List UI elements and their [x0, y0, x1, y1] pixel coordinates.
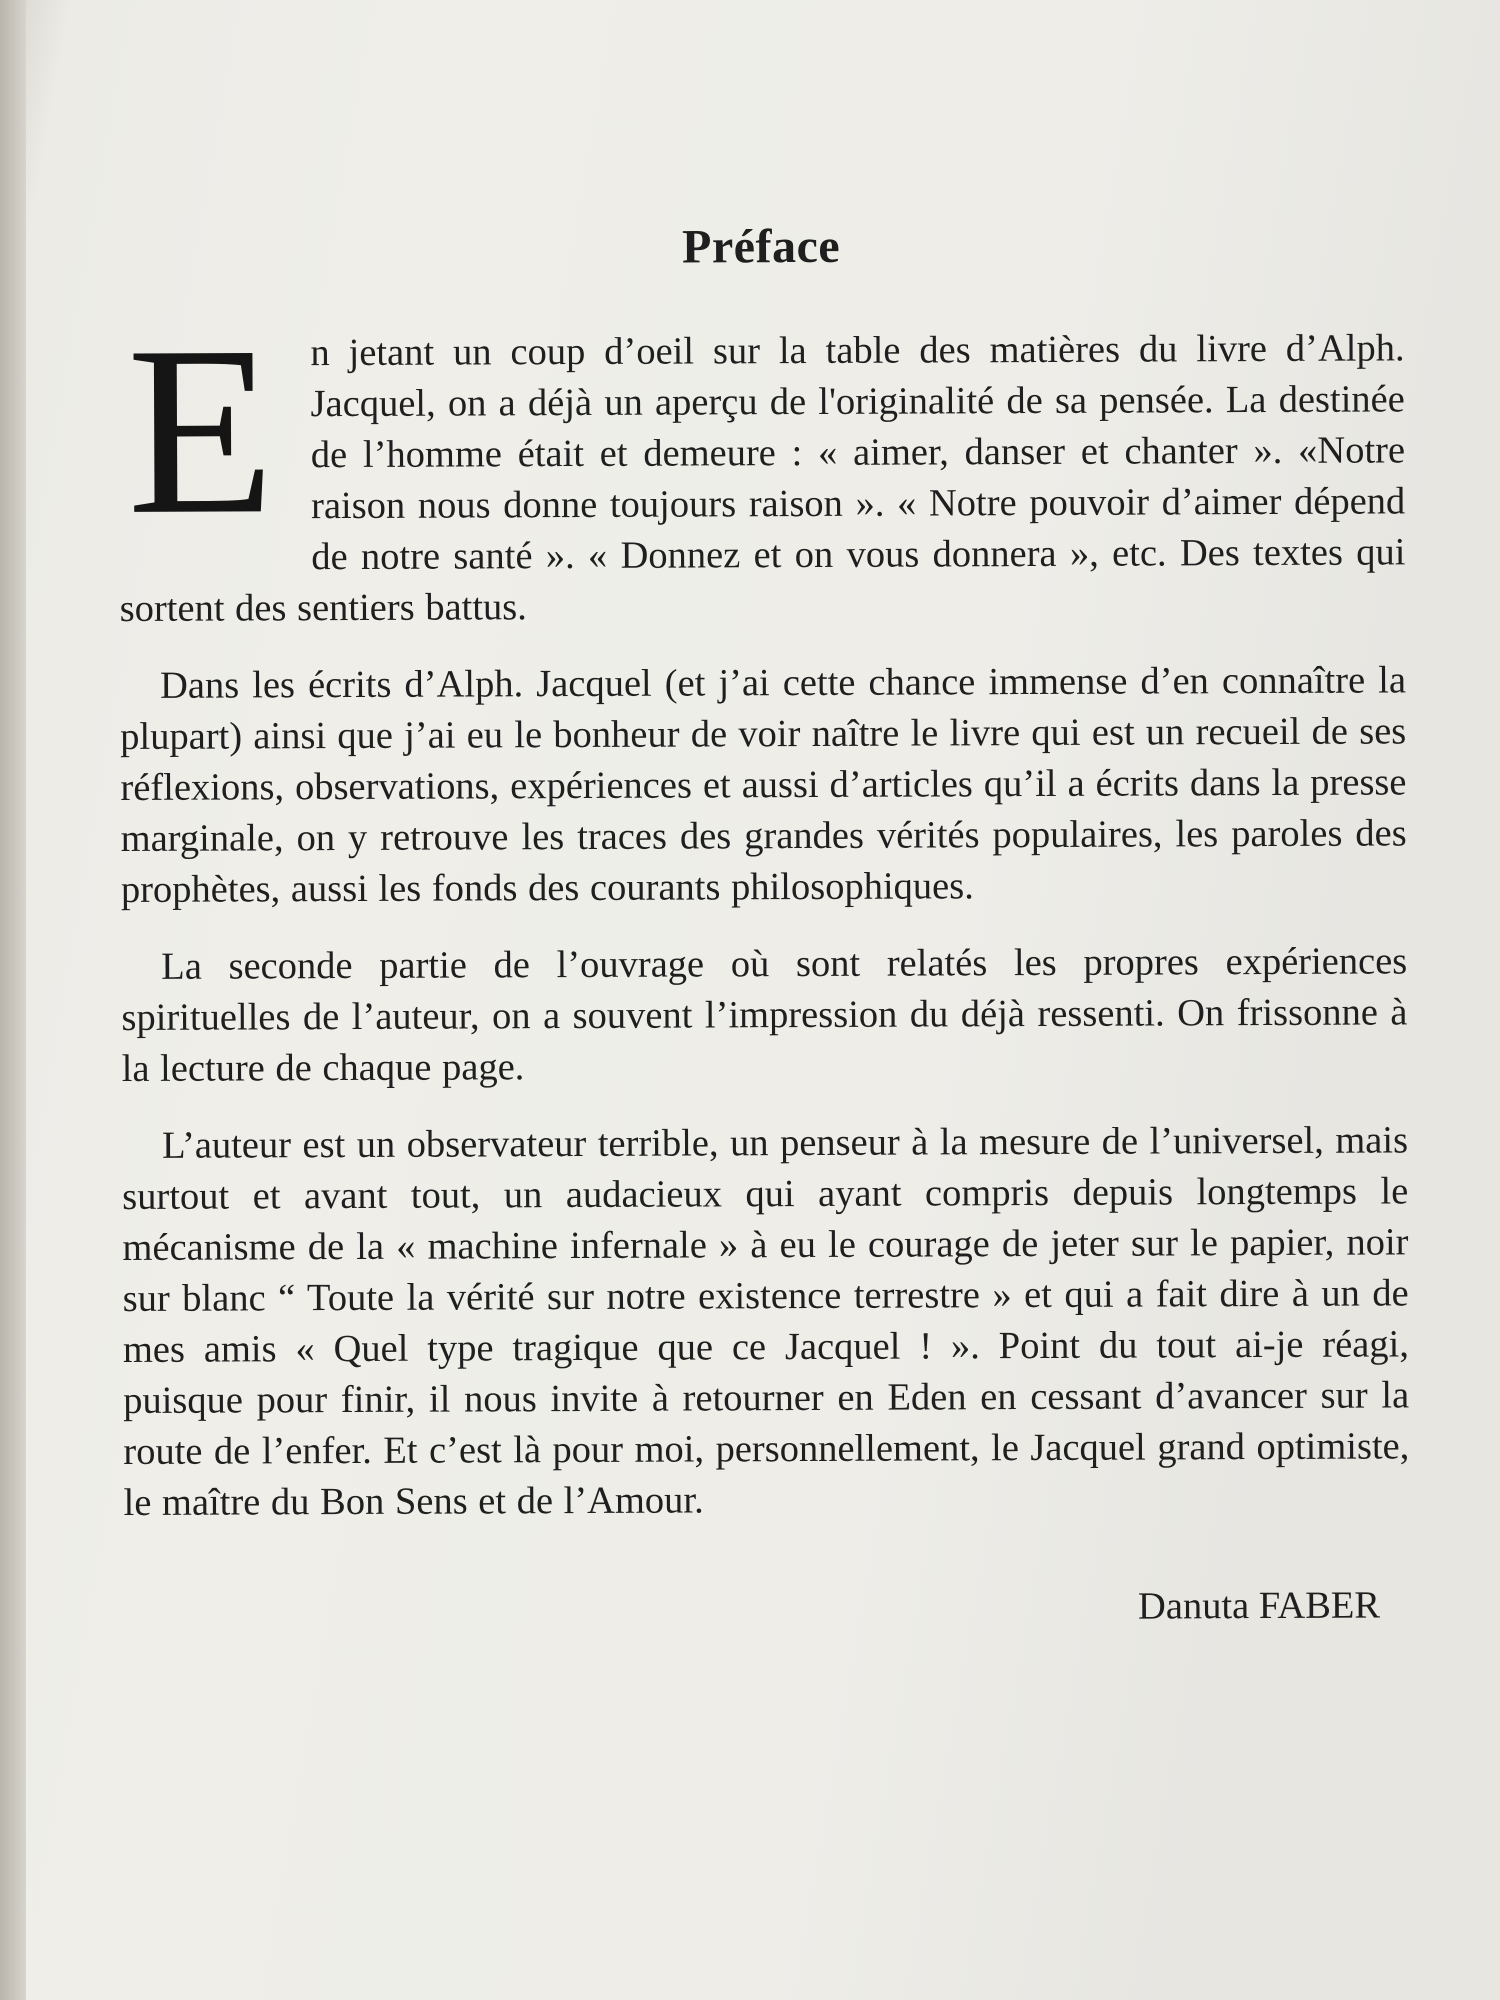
paragraph-1	[118, 296, 1406, 635]
paragraph-4: L’auteur est un observateur terrible, un penseur à la mesure de l’universel, mais surtout et avant tout, un audacieux qui ayant compris depuis longtemps le mécanisme de la « machine infernale » à eu le courage de jeter sur le papier, noir sur blanc “ Toute la vérité sur notre existence terrestre » et qui a fait dire à un de mes amis « Quel type tragique que ce Jacquel ! ». Point du tout ai-je réagi, puisque pour finir, il nous invite à retourner en Eden en cessant d’avancer sur la route de l’enfer. Et c’est là pour moi, personnellement, le Jacquel grand optimiste, le maître du Bon Sens et de l’Amour.	[122, 1119, 1410, 1524]
paragraph-3: La seconde partie de l’ouvrage où sont relatés les propres expériences spirituelles de l’auteur, on a souvent l’impression du déjà ressenti. On frissonne à la lecture de chaque page.	[121, 940, 1408, 1090]
preface-text-block	[118, 216, 1410, 1633]
page-title: Préface	[681, 219, 841, 274]
drop-cap: E	[126, 296, 276, 565]
paragraph-1-text: n jetant un coup d’oeil sur la table des matières du livre d’Alph. Jacquel, on a déjà un aperçu de l'originalité de sa pensée. La destinée de l’homme était et demeure : « aimer, danser et chanter ». «Notre raison nous donne toujours raison ». « Notre pouvoir d’aimer dépend de notre santé ». « Donnez et on vous donnera », etc. Des textes qui sortent des sentiers battus.	[119, 327, 1406, 630]
page-gutter-shadow	[0, 0, 26, 2000]
author-signature: Danuta FABER	[1137, 1584, 1381, 1628]
paragraph-2: Dans les écrits d’Alph. Jacquel (et j’ai cette chance immense d’en connaître la plupart) ainsi que j’ai eu le bonheur de voir naître le livre qui est un recueil de ses réflexions, observations, expériences et aussi d’articles qu’il a écrits dans la presse marginale, on y retrouve les traces des grandes vérités populaires, les paroles des prophètes, aussi les fonds des courants philosophiques.	[120, 659, 1407, 911]
